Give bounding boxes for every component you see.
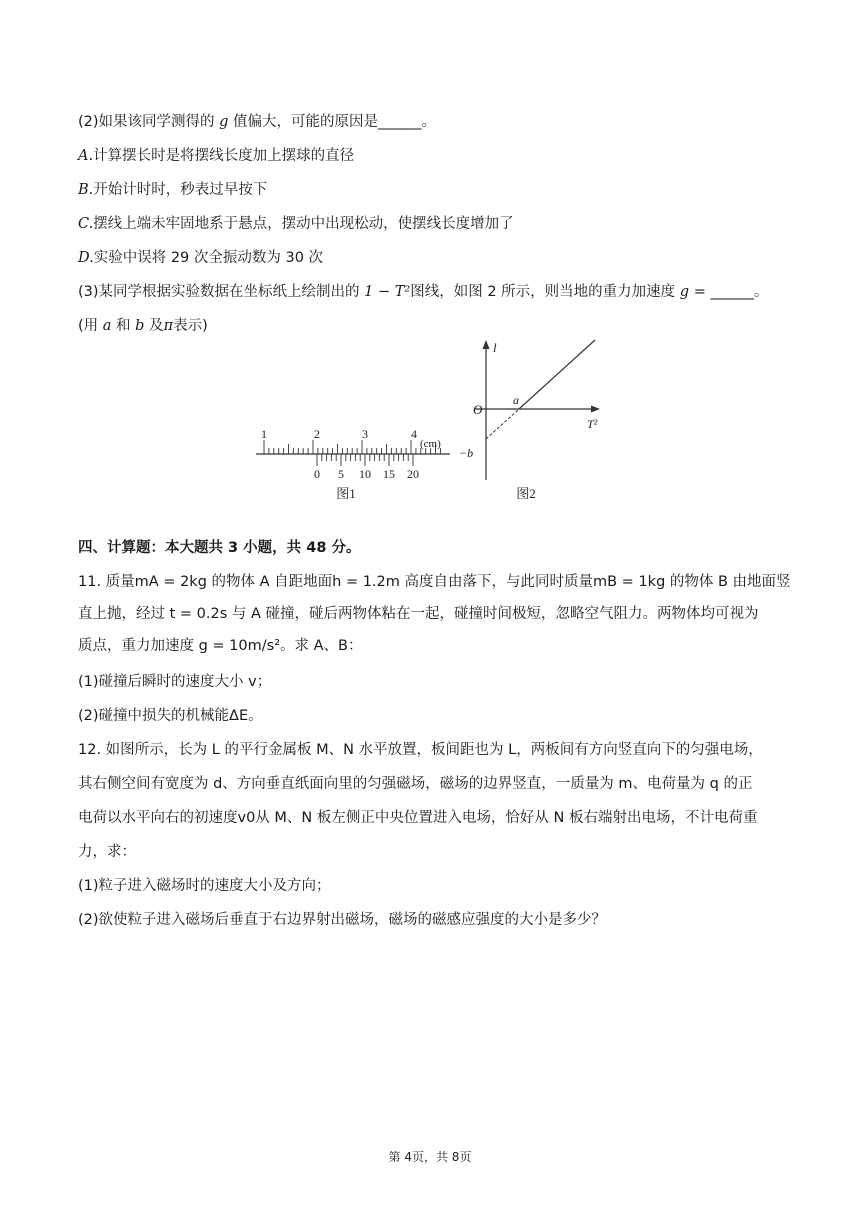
note-text-c: 及 — [144, 318, 164, 334]
note-pi: π — [163, 318, 174, 334]
q12-subquestion-2: (2)欲使粒子进入磁场后垂直于右边界射出磁场，磁场的磁感应强度的大小是多少？ — [78, 912, 607, 928]
main-label-4: 4 — [411, 427, 417, 441]
option-d — [78, 248, 800, 268]
option-a — [78, 146, 800, 166]
option-b-text: 开始计时时，秒表过早按下 — [93, 182, 268, 198]
q10-part3-blank: = ______。 — [689, 284, 769, 300]
q10-part3-text-a: (3)某同学根据实验数据在坐标纸上绘制出的 — [78, 284, 365, 300]
option-b-letter: B. — [78, 182, 94, 198]
figure2-graph — [459, 340, 600, 501]
figure1-vernier-caliper — [256, 427, 450, 501]
option-a-letter: A. — [78, 148, 94, 164]
q12-line2: 其右侧空间有宽度为 d、方向垂直纸面向里的匀强磁场，磁场的边界竖直，一质量为 m、电荷量为 q 的正 — [78, 776, 753, 792]
vernier-scale-ticks — [317, 454, 413, 466]
q10-part3 — [78, 282, 800, 302]
main-label-1: 1 — [261, 427, 267, 441]
q11-subquestion-2: (2)碰撞中损失的机械能ΔE。 — [78, 708, 263, 724]
q12-subquestion-1: (1)粒子进入磁场时的速度大小及方向； — [78, 878, 331, 894]
q10-part3-text-b: 图线，如图 2 所示，则当地的重力加速度 — [410, 284, 680, 300]
q12-line4: 力，求： — [78, 844, 136, 860]
unit-label: (cm) — [420, 438, 441, 450]
note-var-a: a — [102, 318, 112, 334]
option-b — [78, 180, 800, 200]
note-var-b: b — [135, 318, 145, 334]
q11-line1: 11. 质量mA = 2kg 的物体 A 自距地面h = 1.2m 高度自由落下，与此同时质量mB = 1kg 的物体 B 由地面竖 — [78, 574, 791, 590]
origin-label: O — [473, 402, 483, 417]
q11-subquestion-1: (1)碰撞后瞬时的速度大小 v； — [78, 674, 272, 690]
option-d-text: 实验中误将 29 次全振动数为 30 次 — [93, 250, 324, 266]
figure2-caption: 图2 — [516, 486, 536, 501]
main-label-3: 3 — [362, 427, 368, 441]
x-axis-arrow — [591, 406, 600, 413]
option-a-text: 计算摆长时是将摆线长度加上摆球的直径 — [93, 148, 355, 164]
x-axis-label: T² — [587, 417, 598, 431]
graph-line — [519, 340, 595, 409]
q10-part3-g: g — [679, 284, 690, 300]
q11-line2: 直上抛，经过 t = 0.2s 与 A 碰撞，碰后两物体粘在一起，碰撞时间极短，忽略空气阻力。两物体均可视为 — [78, 606, 759, 622]
q10-part3-math: 1 − T² — [364, 284, 411, 300]
option-d-letter: D. — [78, 250, 94, 266]
q10-part3-note — [78, 316, 800, 336]
main-label-2: 2 — [314, 427, 320, 441]
intercept-a-label: a — [513, 393, 519, 407]
extrapolated-line — [486, 409, 519, 439]
option-c — [78, 214, 800, 234]
q12-line3: 电荷以水平向右的初速度v0从 M、N 板左侧正中央位置进入电场，恰好从 N 板右端射出电场，不计电荷重 — [78, 810, 758, 826]
q10-part2-var: g — [219, 114, 229, 130]
y-axis-label: l — [493, 340, 497, 355]
note-text-a: (用 — [78, 318, 103, 334]
option-c-letter: C. — [78, 216, 94, 232]
vernier-label-20: 20 — [407, 467, 419, 481]
y-axis-arrow — [483, 340, 490, 349]
option-c-text: 摆线上端未牢固地系于悬点，摆动中出现松动，使摆线长度增加了 — [93, 216, 514, 232]
intercept-b-label: −b — [459, 446, 474, 460]
q12-line1: 12. 如图所示，长为 L 的平行金属板 M、N 水平放置，板间距也为 L，两板间有方向竖直向下的匀强电场， — [78, 742, 763, 758]
note-text-b: 和 — [111, 318, 136, 334]
q10-part2-blank: 值偏大，可能的原因是______。 — [228, 114, 437, 130]
page-footer: 第 4页，共 8页 — [388, 1150, 472, 1164]
q10-part2-text: (2)如果该同学测得的 — [78, 114, 220, 130]
note-text-d: 表示) — [173, 318, 208, 334]
q11-line3: 质点，重力加速度 g = 10m/s²。求 A、B： — [78, 638, 363, 654]
q10-part2 — [78, 112, 800, 132]
vernier-label-0: 0 — [314, 467, 320, 481]
figure1-caption: 图1 — [336, 486, 356, 501]
figures — [250, 335, 610, 510]
main-scale-ticks — [264, 440, 440, 454]
section-heading: 四、计算题：本大题共 3 小题，共 48 分。 — [78, 540, 361, 556]
vernier-label-5: 5 — [338, 467, 344, 481]
vernier-label-10: 10 — [359, 467, 371, 481]
vernier-label-15: 15 — [383, 467, 395, 481]
